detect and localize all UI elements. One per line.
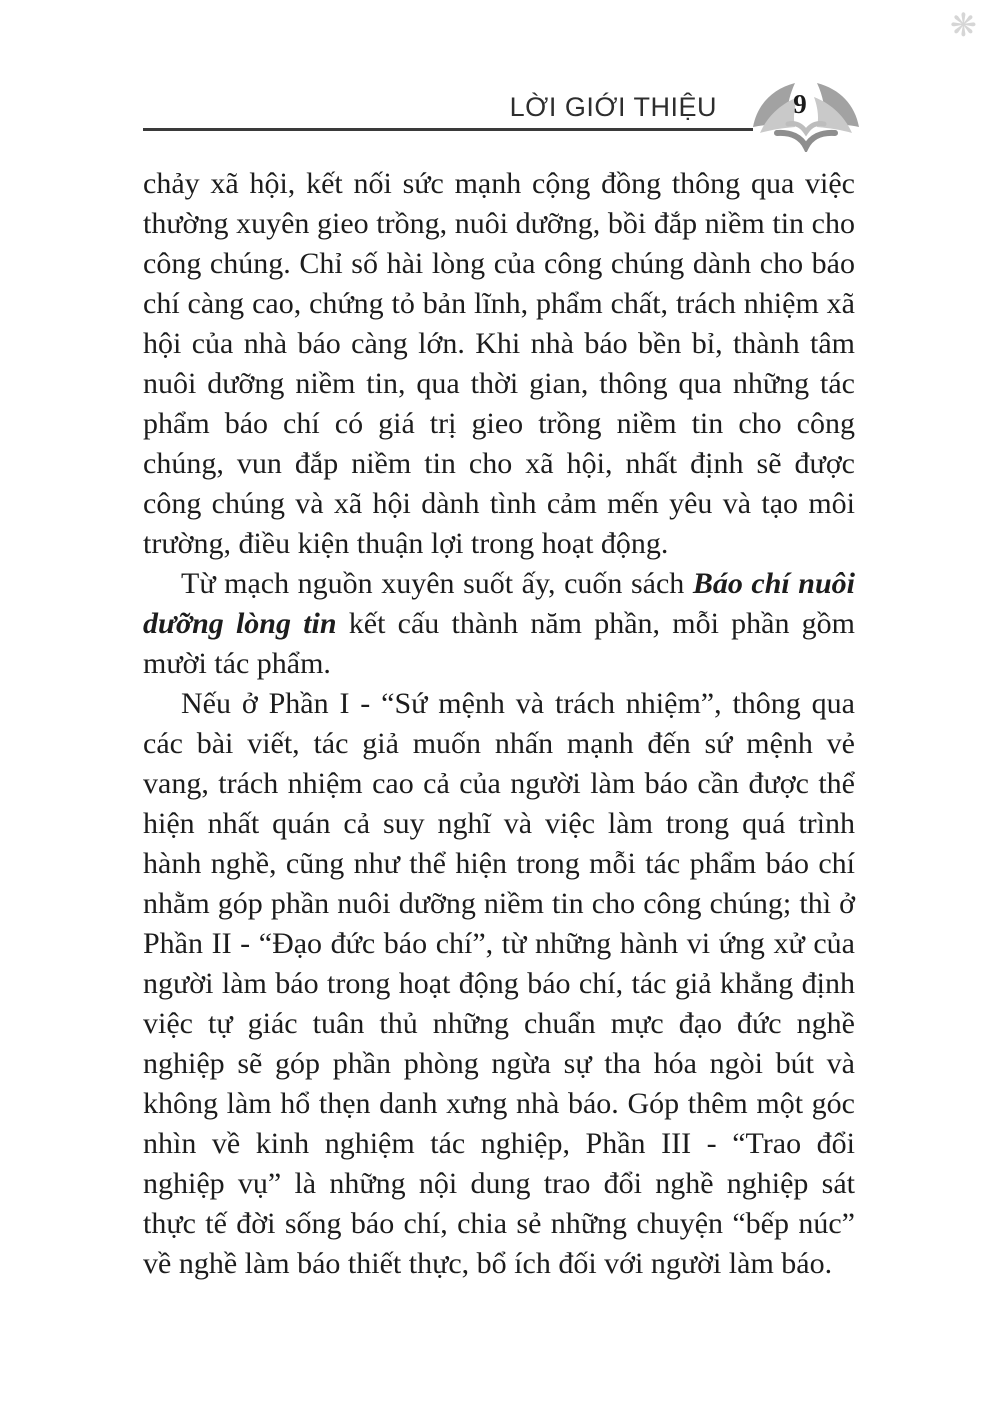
text-run: kết cấu thành năm phần, mỗi phần gồm mười tác phẩm. (143, 607, 855, 680)
text-run: Nếu ở Phần I - “Sứ mệnh và trách nhiệm”, thông qua các bài viết, tác giả muốn nhấn mạnh đến sứ mệnh vẻ vang, trách nhiệm cao cả của người làm báo cần được thể hiện nhất quán cả suy nghĩ và việc làm trong quá trình hành nghề, cũng như thể hiện trong mỗi tác phẩm báo chí nhằm góp phần nuôi dưỡng niềm tin cho công chúng; thì ở Phần II - “Đạo đức báo chí”, từ những hành vi ứng xử của người làm báo trong hoạt động báo chí, tác giả khẳng định việc tự giác tuân thủ những chuẩn mực đạo đức nghề nghiệp sẽ góp phần phòng ngừa sự tha hóa ngòi bút và không làm hổ thẹn danh xưng nhà báo. Góp thêm một góc nhìn về kinh nghiệm tác nghiệp, Phần III - “Trao đổi nghiệp vụ” là những nội dung trao đổi nghề nghiệp sát thực tế đời sống báo chí, chia sẻ những chuyện “bếp núc” về nghề làm báo thiết thực, bổ ích đối với người làm báo. (143, 687, 855, 1280)
paragraph (143, 564, 855, 684)
open-book-icon (750, 80, 862, 152)
running-title: LỜI GIỚI THIỆU (509, 92, 717, 122)
paragraph (143, 684, 855, 1284)
text-run: Từ mạch nguồn xuyên suốt ấy, cuốn sách (181, 567, 693, 600)
book-center-inner-fold (788, 123, 824, 132)
body-text (143, 164, 855, 1284)
flower-decoration-icon: ❋ (950, 6, 977, 44)
text-run: chảy xã hội, kết nối sức mạnh cộng đồng thông qua việc thường xuyên gieo trồng, nuôi dưỡng, bồi đắp niềm tin cho công chúng. Chỉ số hài lòng của công chúng dành cho báo chí càng cao, chứng tỏ bản lĩnh, phẩm chất, trách nhiệm xã hội của nhà báo càng lớn. Khi nhà báo bền bỉ, thành tâm nuôi dưỡng niềm tin, qua thời gian, thông qua những tác phẩm báo chí có giá trị gieo trồng niềm tin cho công chúng, vun đắp niềm tin cho xã hội, nhất định sẽ được công chúng và xã hội dành tình cảm mến yêu và tạo môi trường, điều kiện thuận lợi trong hoạt động. (143, 167, 855, 560)
header-rule (143, 128, 753, 131)
paragraph (143, 164, 855, 564)
page-number: 9 (793, 89, 807, 119)
book-title-emphasis: Báo chí nuôi dưỡng lòng tin (143, 567, 855, 640)
